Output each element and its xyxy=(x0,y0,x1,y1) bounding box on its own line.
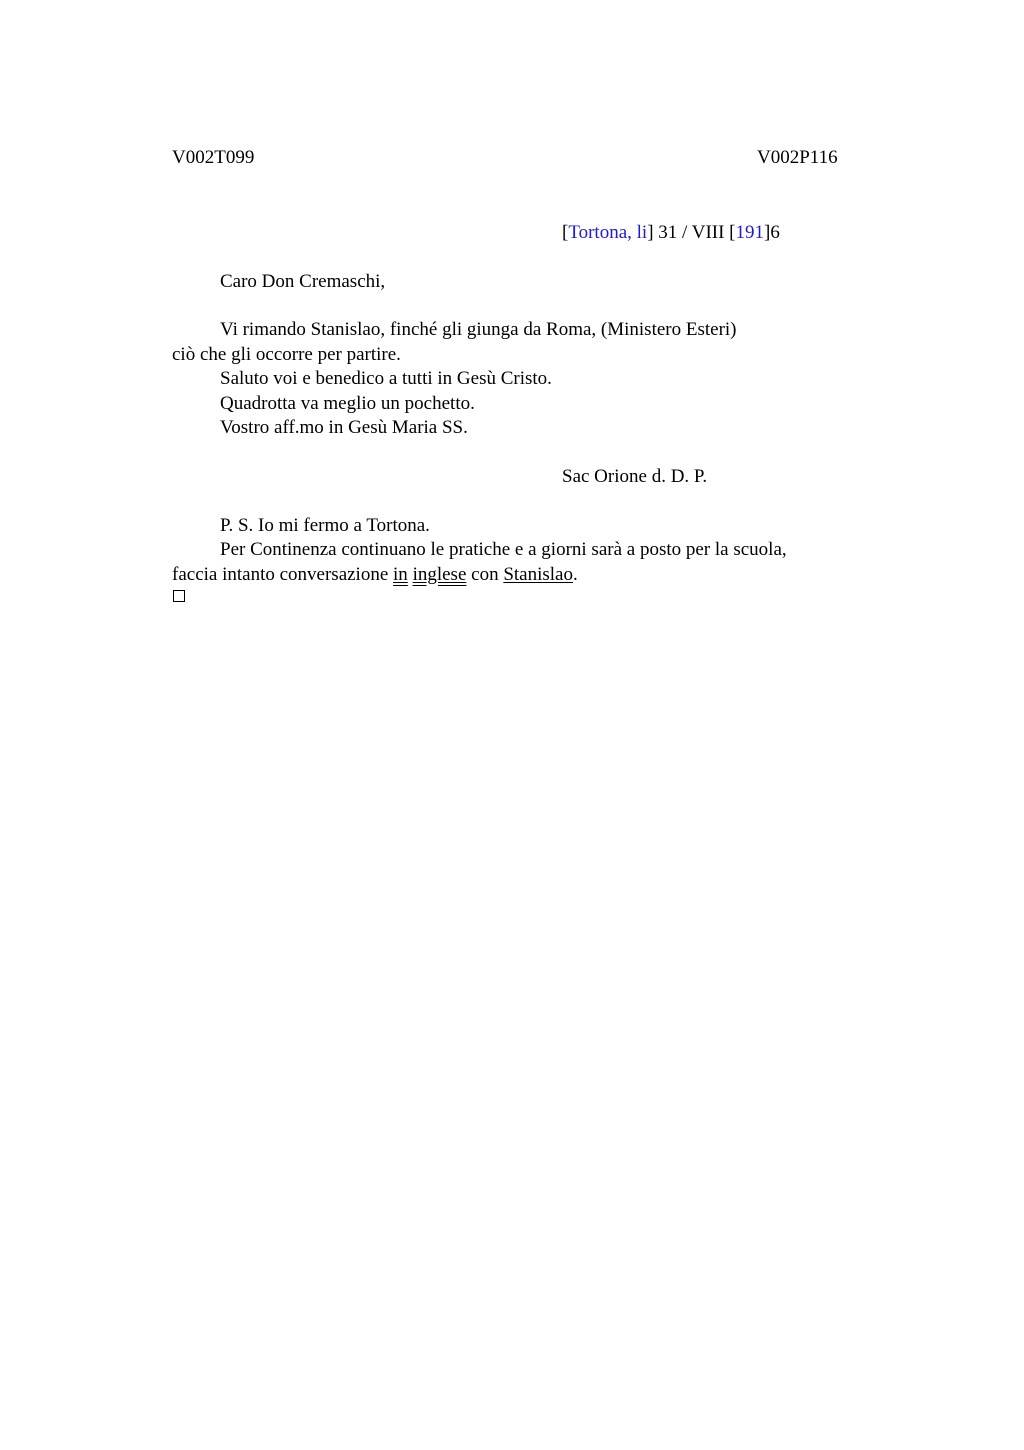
underlined-inglese: inglese xyxy=(412,564,467,585)
paragraph-3: Quadrotta va meglio un pochetto. xyxy=(220,393,475,414)
dateline-place: Tortona, li xyxy=(568,222,648,243)
postscript-con: con xyxy=(466,564,504,585)
dateline-date: 31 / VIII [ xyxy=(653,222,736,243)
dateline-year-prefix: 191 xyxy=(735,222,765,243)
document-code-right: V002P116 xyxy=(757,147,838,168)
paragraph-1-line-2: ciò che gli occorre per partire. xyxy=(172,344,401,365)
postscript-line-2: Per Continenza continuano le pratiche e a giorni sarà a posto per la scuola, xyxy=(220,539,787,560)
paragraph-1-line-1: Vi rimando Stanislao, finché gli giunga da Roma, (Ministero Esteri) xyxy=(220,319,737,340)
paragraph-2: Saluto voi e benedico a tutti in Gesù Cristo. xyxy=(220,368,552,389)
postscript-line-1: P. S. Io mi fermo a Tortona. xyxy=(220,515,430,536)
underlined-stanislao: Stanislao xyxy=(503,564,573,585)
dateline xyxy=(562,221,780,245)
salutation: Caro Don Cremaschi, xyxy=(220,271,386,292)
underlined-in: in xyxy=(393,564,408,585)
postscript-line-3 xyxy=(172,563,578,587)
postscript-period: . xyxy=(573,564,578,585)
document-code-left: V002T099 xyxy=(172,147,255,168)
paragraph-4: Vostro aff.mo in Gesù Maria SS. xyxy=(220,417,468,438)
postscript-text: faccia intanto conversazione xyxy=(172,564,394,585)
dateline-year-suffix: ]6 xyxy=(764,222,780,243)
signature: Sac Orione d. D. P. xyxy=(562,466,708,487)
dateline-open-bracket: [ xyxy=(562,222,569,243)
dateline-close-bracket: ] xyxy=(647,222,654,243)
end-marker-box-icon xyxy=(173,590,185,602)
